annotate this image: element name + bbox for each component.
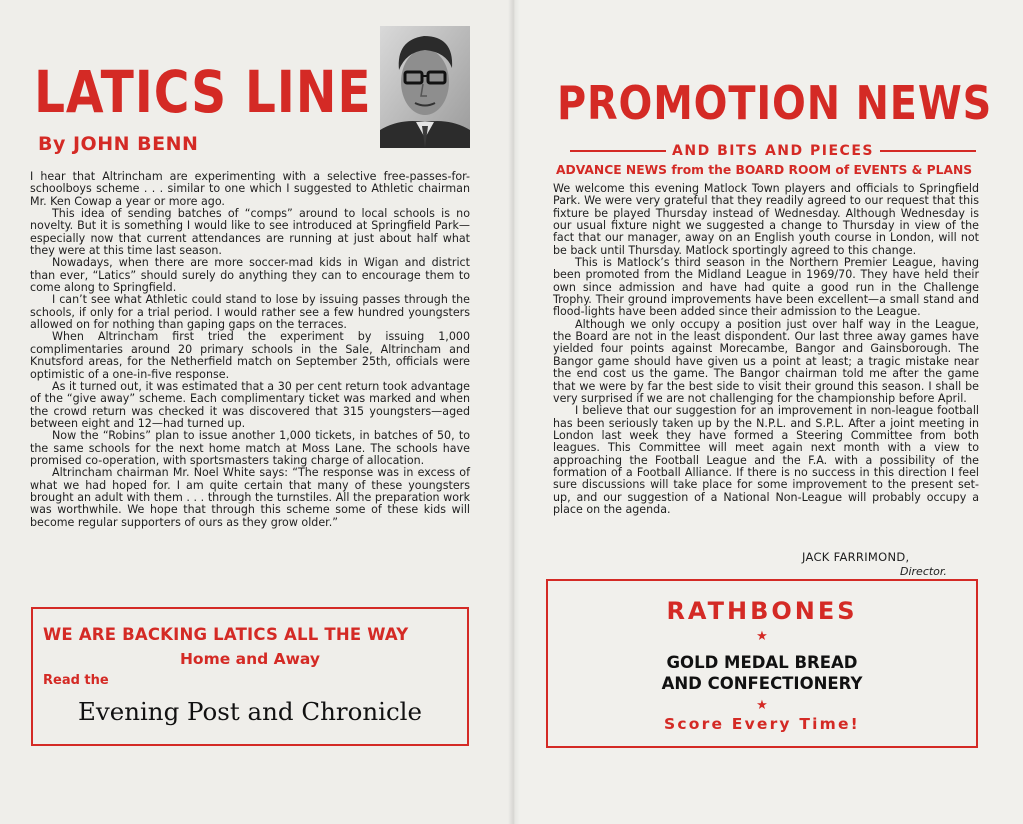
article-paragraph: This is Matlock’s third season in the Northern Premier League, having been promoted from the Midland League in 1969/70. They have held their own since admission and have had quite a good run in the Challenge Trophy. Their ground improvements have been excellent—a small stand and flood-lights have been added since their admission to the League. (553, 256, 979, 319)
advert-product-line1: GOLD MEDAL BREAD (666, 653, 858, 672)
subtitle: AND BITS AND PIECES (672, 143, 874, 159)
article-paragraph: Now the “Robins” plan to issue another 1,000 tickets, in batches of 50, to the same schools for the next home match at Moss Lane. The schools have promised co-operation, with sportsmasters taking charge of allocation. (30, 429, 470, 467)
promotion-news-article (553, 183, 979, 516)
article-paragraph: This idea of sending batches of “comps” around to local schools is no novelty. But it is something I would like to see introduced at Springfield Park—especially now that current attendances are running at just about half what they were at this time last season. (30, 207, 470, 258)
star-icon: ★ (756, 629, 768, 644)
advert-brand: RATHBONES (666, 597, 858, 625)
latics-line-title: LATICS LINE (34, 58, 372, 126)
article-paragraph: Altrincham chairman Mr. Noel White says: “The response was in excess of what we had hoped for. I am quite certain that many of these youngsters brought an adult with them . . . through the turnstiles. All the preparation work was worthwhile. We hope that through this scheme some of these kids will become regular supporters of ours as they grow older.” (30, 466, 470, 529)
advert-headline: WE ARE BACKING LATICS ALL THE WAY (43, 625, 409, 644)
rathbones-advert (546, 579, 978, 748)
advert-read-the: Read the (43, 673, 109, 688)
article-paragraph: I hear that Altrincham are experimenting with a selective free-passes-for-schoolboys scheme . . . similar to one which I suggested to Athletic chairman Mr. Ken Cowap a year or more ago. (30, 170, 470, 208)
star-icon: ★ (756, 698, 768, 713)
subtitle-row (570, 141, 976, 161)
page-fold (508, 0, 520, 824)
byline: By JOHN BENN (38, 133, 199, 155)
article-paragraph: As it turned out, it was estimated that a 30 per cent return took advantage of the “give away” scheme. Each complimentary ticket was marked and when the crowd return was checked it was discovered that 315 youngsters—aged between eight and 12—had turned up. (30, 379, 470, 430)
latics-line-article (30, 171, 470, 529)
signature-name: JACK FARRIMOND, (802, 550, 910, 564)
subtitle-rule-left (570, 150, 666, 152)
article-paragraph: Nowadays, when there are more soccer-mad kids in Wigan and district than ever, “Latics” should surely do anything they can to encourage them to come along to Springfield. (30, 256, 470, 295)
signature-title: Director. (900, 565, 947, 578)
advert-subline: Home and Away (179, 650, 321, 668)
article-paragraph: I believe that our suggestion for an improvement in non-league football has been seriously taken up by the N.P.L. and S.P.L. After a joint meeting in London last week they have formed a Steering Committee from both leagues. This Committee will meet again next month with a view to approaching the Football League and the F.A. with a possibility of the formation of a Football Alliance. If there is no success in this direction I feel sure discussions will take place for some improvement to the present set-up, and our suggestion of a National Non-League will probably occupy a place on the agenda. (553, 404, 979, 516)
article-paragraph: I can’t see what Athletic could stand to lose by issuing passes through the schools, if only for a trial period. I would rather see a few hundred youngsters allowed on for nothing than gaping gaps on the terraces. (30, 293, 470, 332)
subtitle-rule-right (880, 150, 976, 152)
article-paragraph: When Altrincham first tried the experiment by issuing 1,000 complimentaries around 20 primary schools in the Sale, Altrincham and Knutsford areas, for the Netherfield match on September 25th, officials were optimistic of a one-in-five response. (30, 330, 470, 381)
advert-product-line2: AND CONFECTIONERY (661, 674, 863, 693)
evening-post-advert (31, 607, 469, 746)
article-paragraph: We welcome this evening Matlock Town players and officials to Springfield Park. We were very grateful that they readily agreed to our request that this fixture be played Thursday instead of Wednesday. Although Wednesday is our usual fixture night we suggested a change to Thursday in view of the fact that our manager, away on an English youth course in London, will not be back until Thursday. Matlock sportingly agreed to this change. (553, 182, 979, 257)
promotion-news-title: PROMOTION NEWS (557, 76, 993, 130)
newspaper-name: Evening Post and Chronicle (77, 697, 423, 726)
advance-news-heading: ADVANCE NEWS from the BOARD ROOM of EVENTS & PLANS (556, 163, 973, 177)
advert-slogan: Score Every Time! (664, 715, 860, 733)
portrait-drawing (380, 26, 470, 148)
article-paragraph: Although we only occupy a position just over half way in the League, the Board are not in the least dispondent. Our last three away games have yielded four points against Morecambe, Bangor and Gainsborough. The Bangor game should have given us a point at least; a tragic mistake near the end cost us the game. The Bangor chairman told me after the game that we were by far the best side to visit their ground this season. I shall be very surprised if we are not challenging for the championship before April. (553, 317, 979, 405)
author-portrait-image (380, 26, 470, 148)
